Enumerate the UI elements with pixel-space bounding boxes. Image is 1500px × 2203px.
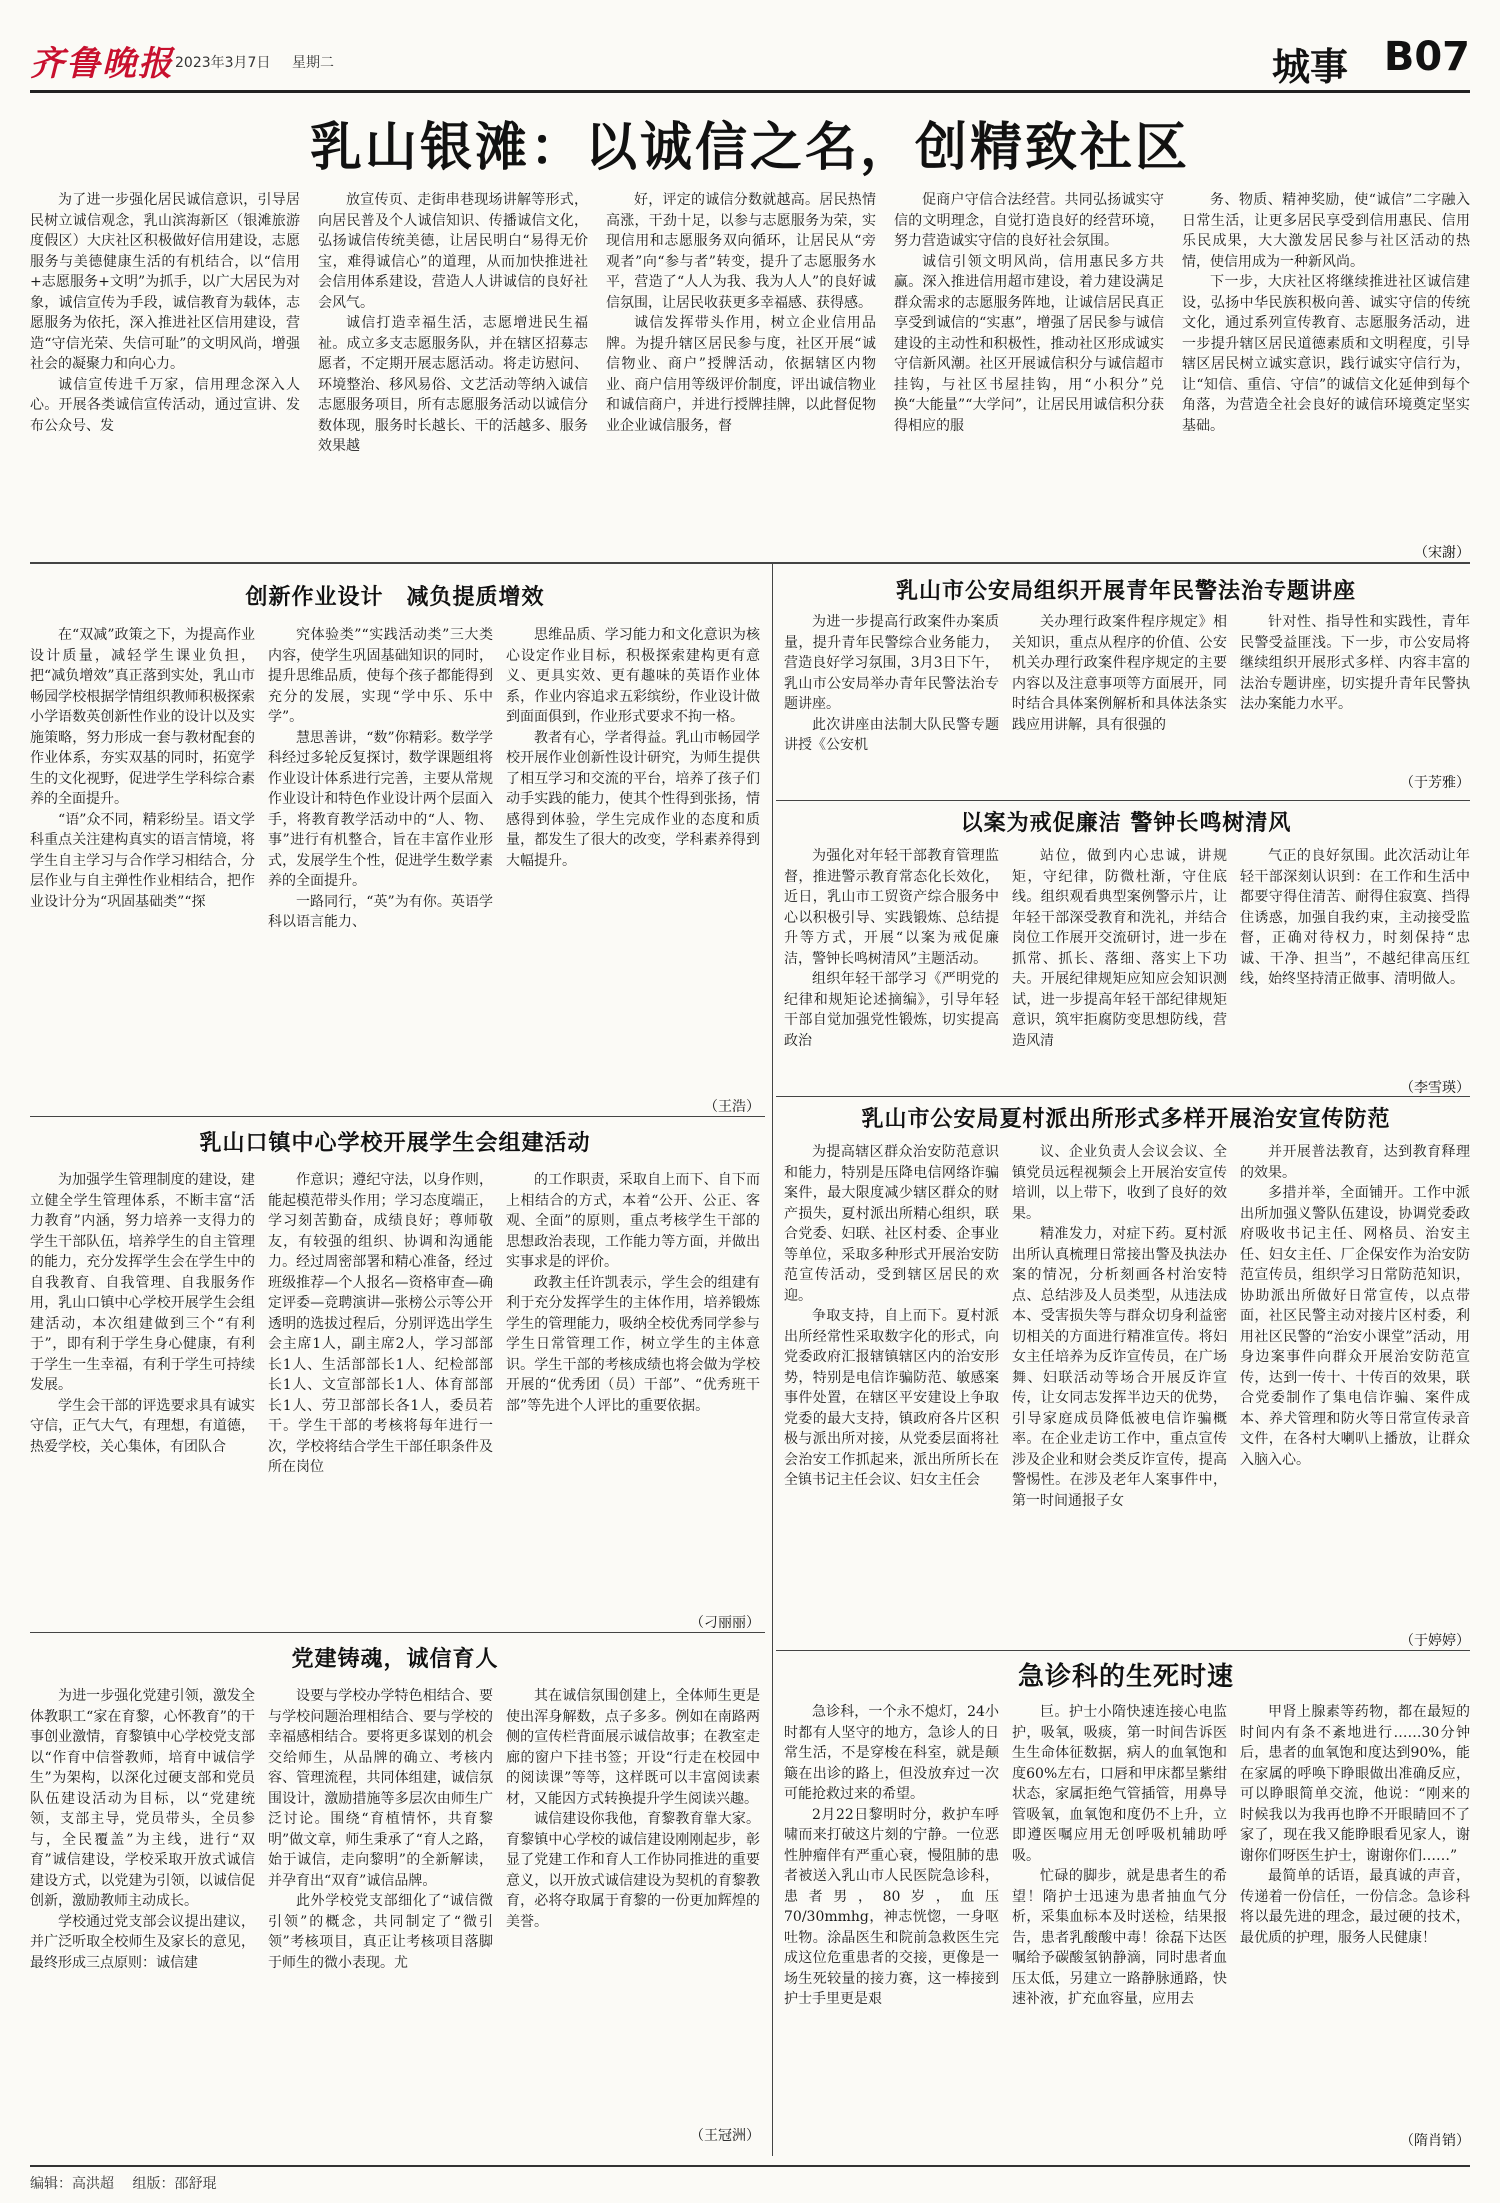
article-d-col-2 [1012, 612, 1227, 802]
paragraph: 此外学校党支部细化了“诚信微引领”的概念，共同制定了“微引领”考核项目，真正让考核项目落脚于师生的微小表现。尤 [268, 1893, 493, 1971]
paragraph: 议、企业负责人会议会议、全镇党员远程视频会上开展治安宣传培训，以上带下，收到了良好的效果。 [1012, 1144, 1227, 1222]
paragraph: 忙碌的脚步，就是患者生的希望！隋护士迅速为患者抽血气分析，采集血标本及时送检，结果报告，患者乳酸酸中毒！徐磊下达医嘱给予碳酸氢钠静滴，同时患者血压太低，另建立一路静脉通路，快速补液，扩充血容量，应用去 [1012, 1868, 1227, 2007]
article-headline: 乳山市公安局组织开展青年民警法治专题讲座 [895, 578, 1356, 604]
paragraph: 教者有心，学者得益。乳山市畅园学校开展作业创新性设计研究，为师生提供了相互学习和交流的平台，培养了孩子们动手实践的能力，使其个性得到张扬，情感得到体验，学生完成作业的态度和质量，都发生了很大的改变，学科素养得到大幅提升。 [506, 729, 760, 869]
article-a-col-3 [506, 625, 760, 1095]
paragraph: 为进一步强化党建引领，激发全体教职工“家在育黎，心怀教育”的干事创业激情，育黎镇中心学校党支部以“作育中信誉教师，培育中诚信学生”为架构，以深化过硬支部和党员队伍建设活动为目标，以“党建统领，支部主导，党员带头，全员参与，全民覆盖”为主线，进行“双育”诚信建设，学校采取开放式诚信建设方式，以党建为引领，以诚信促创新，激励教师主动成长。 [30, 1688, 255, 1909]
article-f-col-3 [1240, 1142, 1470, 1632]
paragraph: 究体验类”“实践活动类”三大类内容，使学生巩固基础知识的同时，提升思维品质，使每个孩子都能得到充分的发展，实现“学中乐、乐中学”。 [268, 627, 493, 725]
newspaper-logo: 齐鲁晚报 [30, 44, 174, 84]
article-c-col-3 [506, 1686, 760, 2116]
paragraph: 气正的良好氛围。此次活动让年轻干部深刻认识到：在工作和生活中都要守得住清苦、耐得住寂寞、挡得住诱惑，加强自我约束，主动接受监督，正确对待权力，时刻保持“忠诚、干净、担当”，不越纪律高压红线，始终坚持清正做事、清明做人。 [1240, 848, 1470, 987]
article-author: （于婷婷） [1400, 1633, 1470, 1649]
article-b-col-2 [268, 1170, 493, 1610]
paragraph: 诚信建设你我他，育黎教育靠大家。育黎镇中心学校的诚信建设刚刚起步，彰显了党建工作和育人工作协同推进的重要意义，以开放式诚信建设为契机的育黎教育，必将夺取属于育黎的一份更加辉煌的美誉。 [506, 1811, 760, 1930]
paragraph: 一路同行，“英”为有你。英语学科以语言能力、 [268, 893, 493, 930]
article-a-col-1 [30, 625, 255, 1095]
paragraph: 此次讲座由法制大队民警专题讲授《公安机 [784, 716, 999, 753]
divider [30, 1116, 765, 1117]
article-c-col-1 [30, 1686, 255, 2136]
paragraph: 下一步，大庆社区将继续推进社区诚信建设，弘扬中华民族积极向善、诚实守信的传统文化，通过系列宣传教育、志愿服务活动，进一步提升辖区居民道德素质和文明程度，引导辖区居民树立诚实意识，践行诚实守信行为，让“知信、重信、守信”的诚信文化延伸到每个角落，为营造全社会良好的诚信环境奠定坚实基础。 [1182, 274, 1470, 434]
paragraph: 放宣传页、走街串巷现场讲解等形式，向居民普及个人诚信知识、传播诚信文化，弘扬诚信传统美德，让居民明白“易得无价宝，难得诚信心”的道理，从而加快推进社会信用体系建设，营造人人讲诚信的良好社会风气。 [318, 192, 588, 311]
paragraph: 学校通过党支部会议提出建议，并广泛听取全校师生及家长的意见，最终形成三点原则：诚信建 [30, 1913, 255, 1971]
paragraph: 务、物质、精神奖励，使“诚信”二字融入日常生活，让更多居民享受到信用惠民、信用乐民成果，大大激发居民参与社区活动的热情，使信用成为一种新风尚。 [1182, 192, 1470, 270]
paragraph: 诚信引领文明风尚，信用惠民多方共赢。深入推进信用超市建设，着力建设满足群众需求的志愿服务阵地，让诚信居民真正享受到诚信的“实惠”，增强了居民参与诚信建设的主动性和积极性，推动社区形成诚实守信新风潮。社区开展诚信积分与诚信超市挂钩，与社区书屋挂钩，用“小积分”兑换“大能量”“大学问”，让居民用诚信积分获得相应的服 [894, 253, 1164, 434]
paragraph: 诚信发挥带头作用，树立企业信用品牌。为提升辖区居民参与度，社区开展“诚信物业、商户”授牌活动，依据辖区内物业、商户信用等级评价制度，评出诚信物业和诚信商户，并进行授牌挂牌，以此督促物业企业诚信服务，督 [606, 315, 876, 434]
footer-layout: 组版：邵舒琨 [132, 2176, 217, 2192]
paragraph: 的工作职责，采取自上而下、自下而上相结合的方式，本着“公开、公正、客观、全面”的原则，重点考核学生干部的思想政治表现，工作能力等方面，并做出实事求是的评价。 [506, 1172, 760, 1270]
divider [30, 562, 1470, 564]
page-footer [30, 2165, 1470, 2195]
paragraph: 为进一步提高行政案件办案质量，提升青年民警综合业务能力，营造良好学习氛围，3月3日下午，乳山市公安局举办青年民警法治专题讲座。 [784, 614, 999, 712]
section-name: 城事 [1271, 44, 1348, 89]
article-author: （于芳雅） [1400, 775, 1470, 791]
main-article-col-3 [606, 190, 876, 540]
paragraph: 精准发力，对症下药。夏村派出所认真梳理日常接出警及执法办案的情况，分析刻画各村治安特点、总结涉及人员类型，从违法成本、受害损失等与群众切身利益密切相关的方面进行精准宣传。将妇女主任培养为反诈宣传员，在广场舞、妇联活动等场合开展反诈宣传，让女同志发挥半边天的优势，引导家庭成员降低被电信诈骗概率。在企业走访工作中，重点宣传涉及企业和财会类反诈宣传，提高警惕性。在涉及老年人案事件中，第一时间通报子女 [1012, 1226, 1227, 1509]
paragraph: 甲肾上腺素等药物，都在最短的时间内有条不紊地进行……30分钟后，患者的血氧饱和度达到90%，能在家属的呼唤下睁眼做出准确反应，可以睁眼简单交流，他说：“刚来的时候我以为我再也睁不开眼睛回不了家了，现在我又能睁眼看见家人，谢谢你们呀医生护士，谢谢你们……” [1240, 1704, 1470, 1864]
paragraph: 政教主任许凯表示，学生会的组建有利于充分发挥学生的主体作用，培养锻炼学生的管理能力，吸纳全校优秀同学参与学生日常管理工作，树立学生的主体意识。学生干部的考核成绩也将会做为学校开展的“优秀团（员）干部”、“优秀班干部”等先进个人评比的重要依据。 [506, 1274, 760, 1414]
paragraph: 2月22日黎明时分，救护车呼啸而来打破这片刻的宁静。一位恶性肿瘤伴有严重心衰，慢阻肺的患者被送入乳山市人民医院急诊科，患者男，80岁，血压70/30mmhg，神志恍惚，一身呕吐物。涂晶医生和院前急救医生完成这位危重患者的交接，更像是一场生死较量的接力赛，这一棒接到护士手里更是艰 [784, 1806, 999, 2007]
article-d-col-3 [1240, 612, 1470, 762]
article-g-col-3 [1240, 1702, 1470, 2132]
article-author: （刁丽丽） [690, 1615, 760, 1631]
paragraph: 争取支持，自上而下。夏村派出所经常性采取数字化的形式，向党委政府汇报辖镇辖区内的治安形势，特别是电信诈骗防范、敏感案事件处置，在辖区平安建设上争取党委的最大支持，镇政府各片区积极与派出所对接，从党委层面将社会治安工作抓起来，派出所所长在全镇书记主任会议、妇女主任会 [784, 1308, 999, 1488]
divider [776, 800, 1470, 801]
paragraph: 多措并举，全面铺开。工作中派出所加强义警队伍建设，协调党委政府吸收书记主任、网格员、治安主任、妇女主任、厂企保安作为治安防范宣传员，组织学习日常防范知识，协助派出所做好日常宣传，以点带面，社区民警主动对接片区村委，利用社区民警的“治安小课堂”活动，用身边案事件向群众开展治安防范宣传，达到一传十、十传百的效果，联合党委制作了集电信诈骗、案件成本、养犬管理和防火等日常宣传录音文件，在各村大喇叭上播放，让群众入脑入心。 [1240, 1185, 1470, 1468]
paragraph: 为加强学生管理制度的建设，建立健全学生管理体系，不断丰富“活力教育”内涵，努力培养一支得力的学生干部队伍，培养学生的自主管理的能力，充分发挥学生会在学生中的自我教育、自我管理、自我服务作用，乳山口镇中心学校开展学生会组建活动，本次组建做到三个“有利于”，即有利于学生身心健康，有利于学生一生幸福，有利于学生可持续发展。 [30, 1172, 255, 1393]
paragraph: 并开展普法教育，达到教育释理的效果。 [1240, 1144, 1470, 1181]
article-author: （隋肖销） [1400, 2133, 1470, 2149]
article-e-col-3 [1240, 846, 1470, 1071]
main-article-col-1 [30, 190, 300, 540]
article-b-col-1 [30, 1170, 255, 1610]
article-headline: 以案为戒促廉洁 警钟长鸣树清风 [960, 810, 1292, 836]
paragraph: 关办理行政案件程序规定》相关知识，重点从程序的价值、公安机关办理行政案件程序规定的主要内容以及注意事项等方面展开，同时结合具体案例解析和具体法条实践应用讲解，具有很强的 [1012, 614, 1227, 733]
article-author: （李雪瑛） [1400, 1080, 1470, 1096]
paragraph: 组织年轻干部学习《严明党的纪律和规矩论述摘编》，引导年轻干部自觉加强党性锻炼，切实提高政治 [784, 971, 999, 1049]
masthead [30, 30, 1470, 93]
paragraph: 促商户守信合法经营。共同弘扬诚实守信的文明理念，自觉打造良好的经营环境，努力营造诚实守信的良好社会氛围。 [894, 192, 1164, 249]
article-d-col-1 [784, 612, 999, 802]
article-headline: 党建铸魂，诚信育人 [291, 1646, 499, 1672]
main-article-col-5 [1182, 190, 1470, 540]
main-article-author: （宋謝） [1414, 545, 1470, 561]
article-headline: 创新作业设计 减负提质增效 [245, 584, 545, 610]
paragraph: 站位，做到内心忠诚，讲规矩，守纪律，防微杜渐，守住底线。组织观看典型案例警示片，让年轻干部深受教育和洗礼，并结合岗位工作展开交流研讨，进一步在抓常、抓长、落细、落实上下功夫。开展纪律规矩应知应会知识测试，进一步提高年轻干部纪律规矩意识，筑牢拒腐防变思想防线，营造风清 [1012, 848, 1227, 1049]
article-g-col-1 [784, 1702, 999, 2152]
article-g-col-2 [1012, 1702, 1227, 2152]
page-number: B07 [1383, 34, 1470, 80]
paragraph: 为了进一步强化居民诚信意识，引导居民树立诚信观念，乳山滨海新区（银滩旅游度假区）大庆社区积极做好信用建设，志愿服务与美德健康生活的有机结合，以“信用+志愿服务+文明”为抓手，以广大居民为对象，诚信宣传为手段，诚信教育为载体，志愿服务为依托，深入推进社区信用建设，营造“守信光荣、失信可耻”的文明风尚，增强社会的凝聚力和向心力。 [30, 192, 300, 372]
paragraph: 好，评定的诚信分数就越高。居民热情高涨，干劲十足，以参与志愿服务为荣，实现信用和志愿服务双向循环，让居民从“旁观者”向“参与者”转变，提升了志愿服务水平，营造了“人人为我、我为人人”的良好诚信氛围，让居民收获更多幸福感、获得感。 [606, 192, 876, 311]
paragraph: 急诊科，一个永不熄灯，24小时都有人坚守的地方，急诊人的日常生活，不是穿梭在科室，就是颠簸在出诊的路上，但没放弃过一次可能抢救过来的希望。 [784, 1704, 999, 1802]
paragraph: 作意识；遵纪守法，以身作则，能起模范带头作用；学习态度端正，学习刻苦勤奋，成绩良好；尊师敬友，有较强的组织、协调和沟通能力。经过周密部署和精心准备，经过班级推荐—个人报名—资格审查—确定评委—竞聘演讲—张榜公示等公开透明的选拔过程后，分别评选出学生会主席1人，副主席2人，学习部部长1人、生活部部长1人、纪检部部长1人、文宣部部长1人、体育部部长1人、劳卫部部长各1人，委员若干。学生干部的考核将每年进行一次，学校将结合学生干部任职条件及所在岗位 [268, 1172, 493, 1475]
article-a-col-2 [268, 625, 493, 1095]
paragraph: 设要与学校办学特色相结合、要与学校问题治理相结合、要与学校的幸福感相结合。要将更多谋划的机会交给师生，从品牌的确立、考核内容、管理流程，共同体组建，诚信氛围设计，激励措施等多层次由师生广泛讨论。围绕“育植情怀，共育黎明”做文章，师生秉承了“育人之路，始于诚信，走向黎明”的全新解读，并孕育出“双育”诚信品牌。 [268, 1688, 493, 1889]
paragraph: 最简单的话语，最真诚的声音，传递着一份信任，一份信念。急诊科将以最先进的理念，最过硬的技术，最优质的护理，服务人民健康！ [1240, 1868, 1470, 1946]
article-e-col-1 [784, 846, 999, 1081]
paragraph: 其在诚信氛围创建上，全体师生更是使出浑身解数，点子多多。例如在南路两侧的宣传栏背面展示诚信故事；在教室走廊的窗户下挂书签；开设“行走在校园中的阅读课”等等，这样既可以丰富阅读素材，又能因方式转换提升学生阅读兴趣。 [506, 1688, 760, 1807]
issue-date: 2023年3月7日 [175, 55, 271, 71]
main-article-col-2 [318, 190, 588, 540]
paragraph: 学生会干部的评选要求具有诚实守信，正气大气，有理想，有道德，热爱学校，关心集体，有团队合 [30, 1397, 255, 1455]
article-headline: 乳山市公安局夏村派出所形式多样开展治安宣传防范 [861, 1106, 1391, 1132]
paragraph: 慧思善讲，“数”你精彩。数学学科经过多轮反复探讨，数学课题组将作业设计体系进行完善，主要从常规作业设计和特色作业设计两个层面入手，将教育教学活动中的“人、物、事”进行有机整合，旨在丰富作业形式，发展学生个性，促进学生数学素养的全面提升。 [268, 729, 493, 889]
paragraph: 针对性、指导性和实践性，青年民警受益匪浅。下一步，市公安局将继续组织开展形式多样、内容丰富的法治专题讲座，切实提升青年民警执法办案能力水平。 [1240, 614, 1470, 712]
main-article-col-4 [894, 190, 1164, 540]
article-c-col-2 [268, 1686, 493, 2136]
article-author: （王浩） [704, 1099, 760, 1115]
main-headline: 乳山银滩：以诚信之名，创精致社区 [309, 117, 1190, 178]
divider [776, 1096, 1470, 1097]
paragraph: 在“双减”政策之下，为提高作业设计质量，减轻学生课业负担，把“减负增效”真正落到实处，乳山市畅园学校根据学情组织教师积极探索小学语数英创新性作业的设计以及实施策略，努力形成一套与教材配套的作业体系，夯实双基的同时，拓宽学生的文化视野，促进学生学科综合素养的全面提升。 [30, 627, 255, 807]
divider [772, 564, 773, 2156]
paragraph: 巨。护士小隋快速连接心电监护，吸氧，吸痰，第一时间告诉医生生命体征数据，病人的血氧饱和度60%左右，口唇和甲床都呈紫绀状态，家属拒绝气管插管，用鼻导管吸氧，血氧饱和度仍不上升，立即遵医嘱应用无创呼吸机辅助呼吸。 [1012, 1704, 1227, 1864]
article-e-col-2 [1012, 846, 1227, 1081]
paragraph: 为提高辖区群众治安防范意识和能力，特别是压降电信网络诈骗案件，最大限度减少辖区群众的财产损失，夏村派出所精心组织，联合党委、妇联、社区村委、企事业等单位，采取多种形式开展治安防范宣传活动，受到辖区居民的欢迎。 [784, 1144, 999, 1304]
article-f-col-2 [1012, 1142, 1227, 1642]
footer-editor: 编辑：高洪超 [30, 2176, 114, 2192]
article-author: （王冠洲） [690, 2128, 760, 2144]
divider [776, 1650, 1470, 1651]
divider [30, 1632, 765, 1633]
paragraph: “语”众不同，精彩纷呈。语文学科重点关注建构真实的语言情境，将学生自主学习与合作学习相结合，分层作业与自主弹性作业相结合，把作业设计分为“巩固基础类”“探 [30, 811, 255, 910]
paragraph: 为强化对年轻干部教育管理监督，推进警示教育常态化长效化，近日，乳山市工贸资产综合服务中心以积极引导、实践锻炼、总结提升等方式，开展“以案为戒促廉洁，警钟长鸣树清风”主题活动。 [784, 848, 999, 967]
issue-weekday: 星期二 [292, 55, 334, 71]
article-headline: 急诊科的生死时速 [1017, 1662, 1234, 1692]
paragraph: 诚信宣传进千万家，信用理念深入人心。开展各类诚信宣传活动，通过宣讲、发布公众号、发 [30, 376, 300, 434]
article-f-col-1 [784, 1142, 999, 1642]
paragraph: 思维品质、学习能力和文化意识为核心设定作业目标，积极探索建构更有意义、更具实效、更有趣味的英语作业体系，作业内容追求五彩缤纷，作业设计做到面面俱到，作业形式要求不拘一格。 [506, 627, 760, 725]
article-b-col-3 [506, 1170, 760, 1610]
paragraph: 诚信打造幸福生活，志愿增进民生福祉。成立多支志愿服务队，并在辖区招募志愿者，不定期开展志愿活动。将走访慰问、环境整治、移风易俗、文艺活动等纳入诚信志愿服务项目，所有志愿服务活动以诚信分数体现，服务时长越长、干的活越多、服务效果越 [318, 315, 588, 454]
article-headline: 乳山口镇中心学校开展学生会组建活动 [199, 1130, 591, 1156]
